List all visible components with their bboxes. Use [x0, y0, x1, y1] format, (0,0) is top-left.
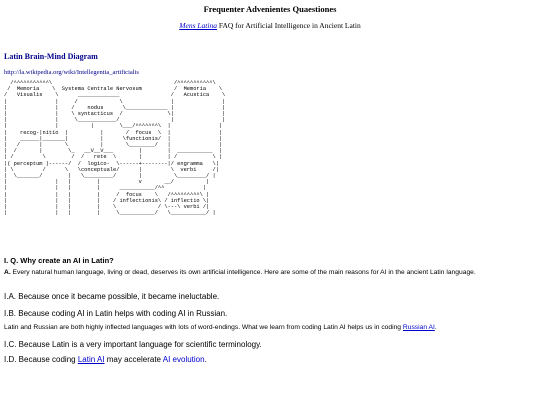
mens-latina-link[interactable]: Mens Latina	[179, 21, 217, 30]
reason-id	[4, 355, 207, 364]
question-1-heading: I. Q. Why create an AI in Latin?	[4, 256, 114, 265]
reason-id-end: .	[204, 355, 207, 364]
reason-ic: I.C. Because Latin is a very important language for scientific terminology.	[4, 340, 262, 349]
reason-id-mid: may accelerate	[104, 355, 163, 364]
russian-note-end: .	[434, 324, 437, 331]
diagram-heading: Latin Brain-Mind Diagram	[4, 52, 98, 61]
wikipedia-url: http://la.wikipedia.org/wiki/Intellegentia_artificialis	[4, 69, 139, 76]
latin-ai-link[interactable]: Latin AI	[77, 355, 105, 364]
russian-note-text: Latin and Russian are both highly inflected languages with lots of word-endings. What we learn from coding Latin AI helps us in coding	[4, 324, 403, 331]
ai-evolution-link[interactable]: AI evolution	[162, 355, 205, 364]
reason-id-text: I.D. Because coding	[4, 355, 78, 364]
answer-label: A.	[4, 269, 11, 276]
answer-paragraph	[4, 269, 534, 277]
ascii-brain-mind-diagram: /^^^^^^^^^^^\ /^^^^^^^^^^^\ / Memoria \ Systema Centrale Nervosum / Memoria \ / Visualis \ _____________ / Acustica \ | | / \ | | | | / nodus \_____________ | | | | \ syntacticus / \| | | | \____________/ | | | | | \___/^^^^^^^\ | | | recog-|nitio | | / focus \ | | | ______|_______| | \functionis/ | | | / | \ | \________/ | | | / | \_ __V__V___ | | ___________ | | / \ / / rete \ | | / \ | |( perceptum )------/ / logico- \------+--------|/ engramma \| | \ / \ \conceptuale/ | \ verbi /| | \_______/ | \_________/ | \_________/ | | | | | v __/ | | | | | ___________/^^ | | | | | / focus \ /^^^^^^^^^\ | | | | | / inflectionis\ / inflectio \| | | | | \ / \---\ verbi /| | | | | \___________/ \___________/ |	[4, 80, 226, 217]
page-title: Frequenter Advenientes Quaestiones	[203, 4, 337, 14]
reason-ib: I.B. Because coding AI in Latin helps with coding AI in Russian.	[4, 309, 228, 318]
russian-note	[4, 324, 437, 331]
russian-ai-link[interactable]: Russian AI	[402, 324, 435, 331]
answer-text: Every natural human language, living or dead, deserves its own artificial intelligence. Here are some of the main reasons for AI in the ancient Latin language.	[10, 269, 476, 276]
reason-ia: I.A. Because once it became possible, it became ineluctable.	[4, 292, 220, 301]
page-subtitle	[0, 21, 540, 30]
subtitle-text: FAQ for Artificial Intelligence in Ancient Latin	[216, 21, 361, 30]
